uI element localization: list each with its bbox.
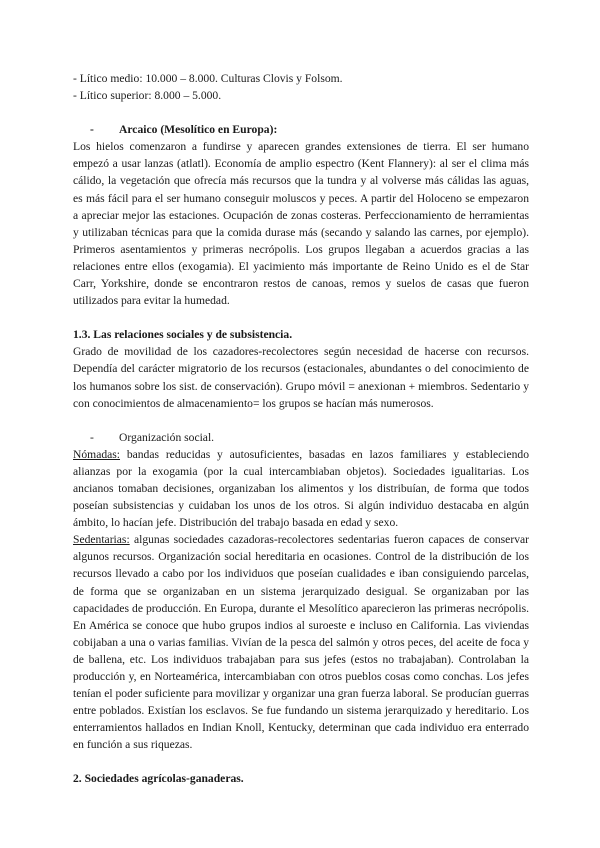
list-item-litico-superior: - Lítico superior: 8.000 – 5.000. xyxy=(73,89,222,103)
arcaico-heading xyxy=(73,121,529,138)
nomadas-paragraph xyxy=(73,446,529,531)
section-1-3-heading: 1.3. Las relaciones sociales y de subsistencia. xyxy=(73,328,293,342)
organizacion-heading xyxy=(73,429,529,446)
bullet-dash: - xyxy=(90,430,94,444)
bullet-dash: - xyxy=(90,123,94,137)
nomadas-text: bandas reducidas y autosuficientes, basadas en lazos familiares y estableciendo alianzas por la exogamia (por la cual intercambiaban objetos). Sociedades igualitarias. Los ancianos tomaban decisiones, organizaban los alimentos y los distribuían, de forma que todos poseían subsistencias y cuidaban los unos de los otros. Si algún individuo destacaba en algún ámbito, lo hacían jefe. Distribución del trabajo basada en edad y sexo. xyxy=(73,447,529,530)
document-content xyxy=(73,70,529,788)
nomadas-label: Nómadas: xyxy=(73,447,121,461)
arcaico-heading-text: Arcaico (Mesolítico en Europa): xyxy=(119,123,278,137)
list-item-litico-medio: - Lítico medio: 10.000 – 8.000. Culturas Clovis y Folsom. xyxy=(73,72,343,85)
sedentarias-paragraph xyxy=(73,531,529,753)
spacer xyxy=(73,104,529,121)
spacer xyxy=(73,412,529,429)
sedentarias-text: algunas sociedades cazadoras-recolectores sedentarias fueron capaces de conservar algunos recursos. Organización social hereditaria en ocasiones. Control de la distribución de los recursos llevado a cabo por los individuos que poseían cualidades e iban consiguiendo parcelas, de forma que se organizaban en un sistema jerarquizado desigual. Se organizaban por las capacidades de producción. En Europa, durante el Mesolítico aparecieron las primeras necrópolis. En América se conoce que hubo grupos indios al suroeste e incluso en California. Las viviendas cobijaban a una o varias familias. Vivían de la pesca del salmón y otros peces, del aceite de foca y de ballena, etc. Los individuos trabajaban para sus jefes (estos no trabajaban). Controlaban la producción y, en Norteamérica, intercambiaban con otros pueblos cosas como conchas. Los jefes tenían el poder suficiente para movilizar y organizar una gran fuerza laboral. Se producían guerras entre poblados. Existían los esclavos. Se fue fundando un sistema jerarquizado y hereditario. Los enterramientos hallados en Indian Knoll, Kentucky, determinan que cada individuo era enterrado en función a sus riquezas. xyxy=(73,533,529,752)
sedentarias-label: Sedentarias: xyxy=(73,533,130,547)
organizacion-heading-text: Organización social. xyxy=(119,430,215,444)
section-1-3-paragraph: Grado de movilidad de los cazadores-recolectores según necesidad de hacerse con recursos. Dependía del carácter migratorio de los recursos (estacionales, abundantes o del conocimiento de los humanos sobre los sist. de conservación). Grupo móvil = anexionan + miembros. Sedentario y con conocimientos de almacenamiento= los grupos se hacían más numerosos. xyxy=(73,345,529,410)
arcaico-paragraph: Los hielos comenzaron a fundirse y aparecen grandes extensiones de tierra. El ser humano empezó a usar lanzas (atlatl). Economía de amplio espectro (Kent Flannery): al ser el clima más cálido, la vegetación que ofrecía más recursos que la tundra y al volverse más cálidas las aguas, es más fácil para el ser humano conseguir moluscos y peces. A partir del Holoceno se empezaron a apreciar mejor las estaciones. Ocupación de zonas costeras. Perfeccionamiento de herramientas y utilizaban técnicas para que la comida durase más (secando y salando las carnes, por ejemplo). Primeros asentamientos y primeras necrópolis. Los grupos llegaban a acuerdos gracias a las relaciones entre ellos (exogamia). El yacimiento más importante de Reino Unido es el de Star Carr, Yorkshire, donde se encontraron restos de canoas, remos y suelos de casas que fueron utilizados para evitar la humedad. xyxy=(73,140,529,308)
section-2-heading: 2. Sociedades agrícolas-ganaderas. xyxy=(73,772,244,786)
spacer xyxy=(73,753,529,770)
spacer xyxy=(73,309,529,326)
